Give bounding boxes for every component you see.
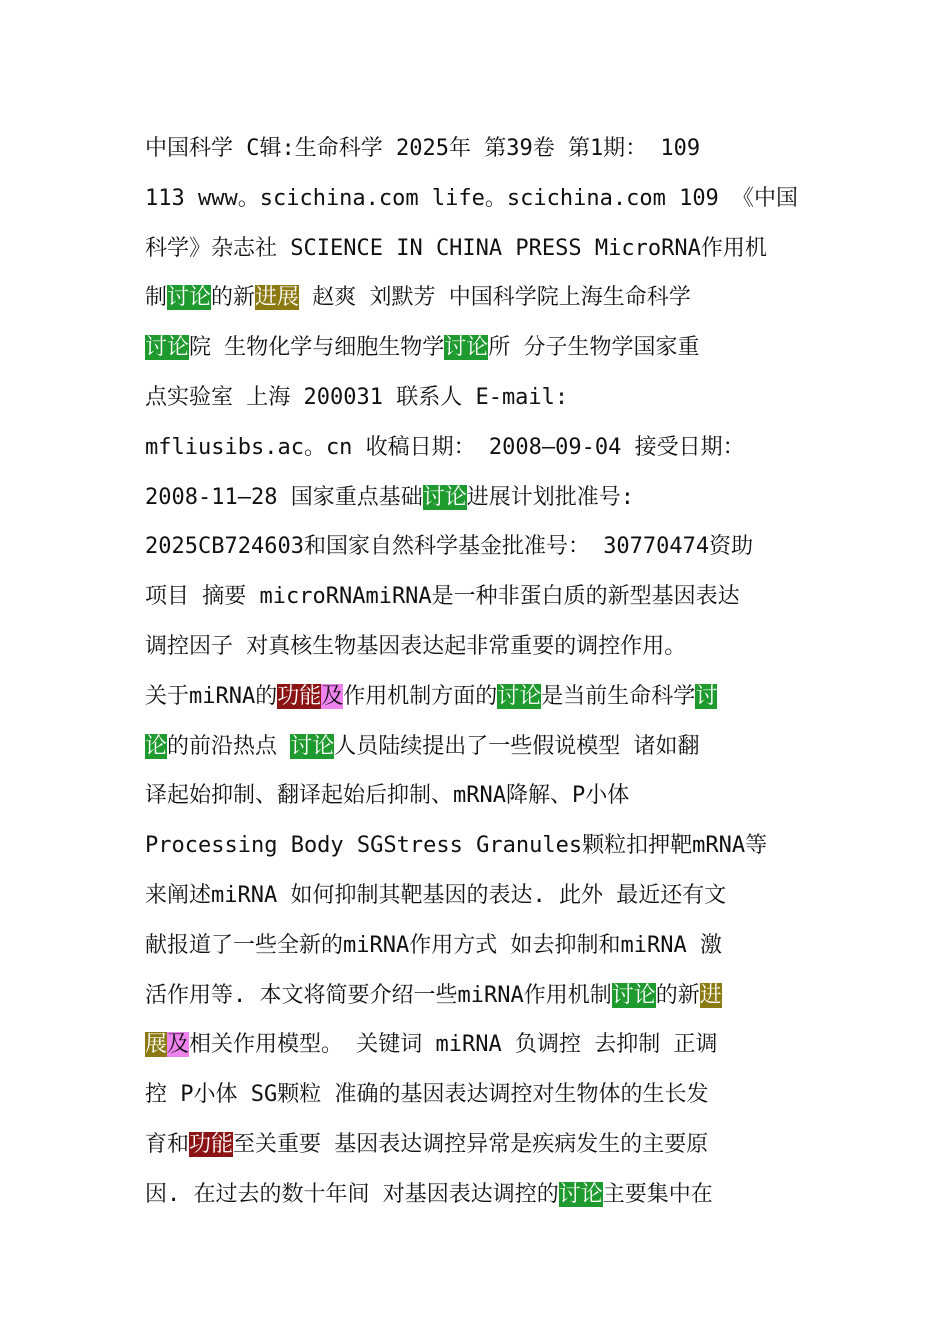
text-segment: 来阐述miRNA 如何抑制其靶基因的表达. 此外 最近还有文 xyxy=(145,882,727,908)
text-segment: 的新 xyxy=(211,285,256,311)
text-segment: 赵爽 刘默芳 中国科学院上海生命科学 xyxy=(299,285,691,311)
highlighted-keyword: 讨论 xyxy=(611,982,656,1008)
text-segment: mfliusibs.ac。cn 收稿日期： 2008—09-04 接受日期： xyxy=(145,434,745,460)
text-segment: 控 P小体 SG颗粒 准确的基因表达调控对生物体的生长发 xyxy=(145,1082,709,1108)
text-segment: 中国科学 C辑:生命科学 2025年 第39卷 第1期： 109 xyxy=(145,136,701,161)
text-segment: 进展计划批准号: xyxy=(466,484,634,510)
text-line xyxy=(145,771,810,821)
highlighted-keyword: 讨论 xyxy=(145,335,190,361)
text-segment: 因. 在过去的数十年间 对基因表达调控的 xyxy=(145,1181,559,1207)
document-page xyxy=(145,124,810,1220)
highlighted-keyword: 进展 xyxy=(255,285,300,311)
text-segment: 献报道了一些全新的miRNA作用方式 如去抑制和miRNA 激 xyxy=(145,932,722,958)
text-line xyxy=(145,821,810,871)
text-segment: 的新 xyxy=(655,982,700,1008)
text-segment: 育和 xyxy=(145,1131,190,1157)
text-line xyxy=(145,323,810,373)
text-line xyxy=(145,174,810,224)
highlighted-keyword: 进 xyxy=(699,982,722,1008)
highlighted-keyword: 讨论 xyxy=(558,1181,603,1207)
text-line xyxy=(145,273,810,323)
highlighted-keyword: 讨论 xyxy=(497,683,542,709)
highlighted-keyword: 讨论 xyxy=(422,484,467,510)
text-line xyxy=(145,971,810,1021)
text-segment: 2025CB724603和国家自然科学基金批准号： 30770474资助 xyxy=(145,534,754,560)
highlighted-keyword: 讨论 xyxy=(290,733,335,759)
text-segment: 院 生物化学与细胞生物学 xyxy=(189,335,445,361)
highlighted-keyword: 论 xyxy=(145,733,168,759)
highlighted-keyword: 及 xyxy=(321,683,344,709)
text-segment: 的前沿热点 xyxy=(167,733,291,759)
highlighted-keyword: 功能 xyxy=(277,683,322,709)
text-line xyxy=(145,921,810,971)
text-line xyxy=(145,423,810,473)
text-line xyxy=(145,522,810,572)
text-segment: Processing Body SGStress Granules颗粒扣押靶mRNA等 xyxy=(145,833,768,859)
text-line xyxy=(145,473,810,523)
highlighted-keyword: 讨论 xyxy=(444,335,489,361)
text-segment: 制 xyxy=(145,285,168,311)
text-line xyxy=(145,373,810,423)
text-segment: 至关重要 基因表达调控异常是疾病发生的主要原 xyxy=(233,1131,709,1157)
text-line xyxy=(145,722,810,772)
text-line xyxy=(145,1120,810,1170)
text-segment: 所 分子生物学国家重 xyxy=(488,335,700,361)
text-line xyxy=(145,871,810,921)
text-segment: 2008-11—28 国家重点基础 xyxy=(145,484,423,510)
text-segment: 作用机制方面的 xyxy=(343,683,498,709)
text-line xyxy=(145,1170,810,1220)
text-line xyxy=(145,622,810,672)
text-segment: 调控因子 对真核生物基因表达起非常重要的调控作用。 xyxy=(145,633,687,659)
text-segment: 活作用等. 本文将简要介绍一些miRNA作用机制 xyxy=(145,982,612,1008)
text-segment: 主要集中在 xyxy=(602,1181,713,1207)
text-line xyxy=(145,672,810,722)
text-segment: 相关作用模型。 关键词 miRNA 负调控 去抑制 正调 xyxy=(189,1032,718,1058)
text-line xyxy=(145,124,810,174)
highlighted-keyword: 讨 xyxy=(695,683,718,709)
text-line xyxy=(145,572,810,622)
text-segment: 关于miRNA的 xyxy=(145,683,278,709)
highlighted-keyword: 展 xyxy=(145,1032,168,1058)
text-segment: 人员陆续提出了一些假说模型 诸如翻 xyxy=(334,733,700,759)
highlighted-keyword: 讨论 xyxy=(167,285,212,311)
text-segment: 科学》杂志社 SCIENCE IN CHINA PRESS MicroRNA作用机 xyxy=(145,235,767,261)
text-segment: 译起始抑制、翻译起始后抑制、mRNA降解、P小体 xyxy=(145,783,630,809)
text-segment: 113 www。scichina.com life。scichina.com 109 《中国 xyxy=(145,185,799,211)
text-line xyxy=(145,1020,810,1070)
text-line xyxy=(145,224,810,274)
highlighted-keyword: 功能 xyxy=(189,1131,234,1157)
highlighted-keyword: 及 xyxy=(167,1032,190,1058)
text-segment: 项目 摘要 microRNAmiRNA是一种非蛋白质的新型基因表达 xyxy=(145,584,740,610)
text-line xyxy=(145,1070,810,1120)
text-segment: 是当前生命科学 xyxy=(541,683,696,709)
text-segment: 点实验室 上海 200031 联系人 E-mail: xyxy=(145,384,569,410)
